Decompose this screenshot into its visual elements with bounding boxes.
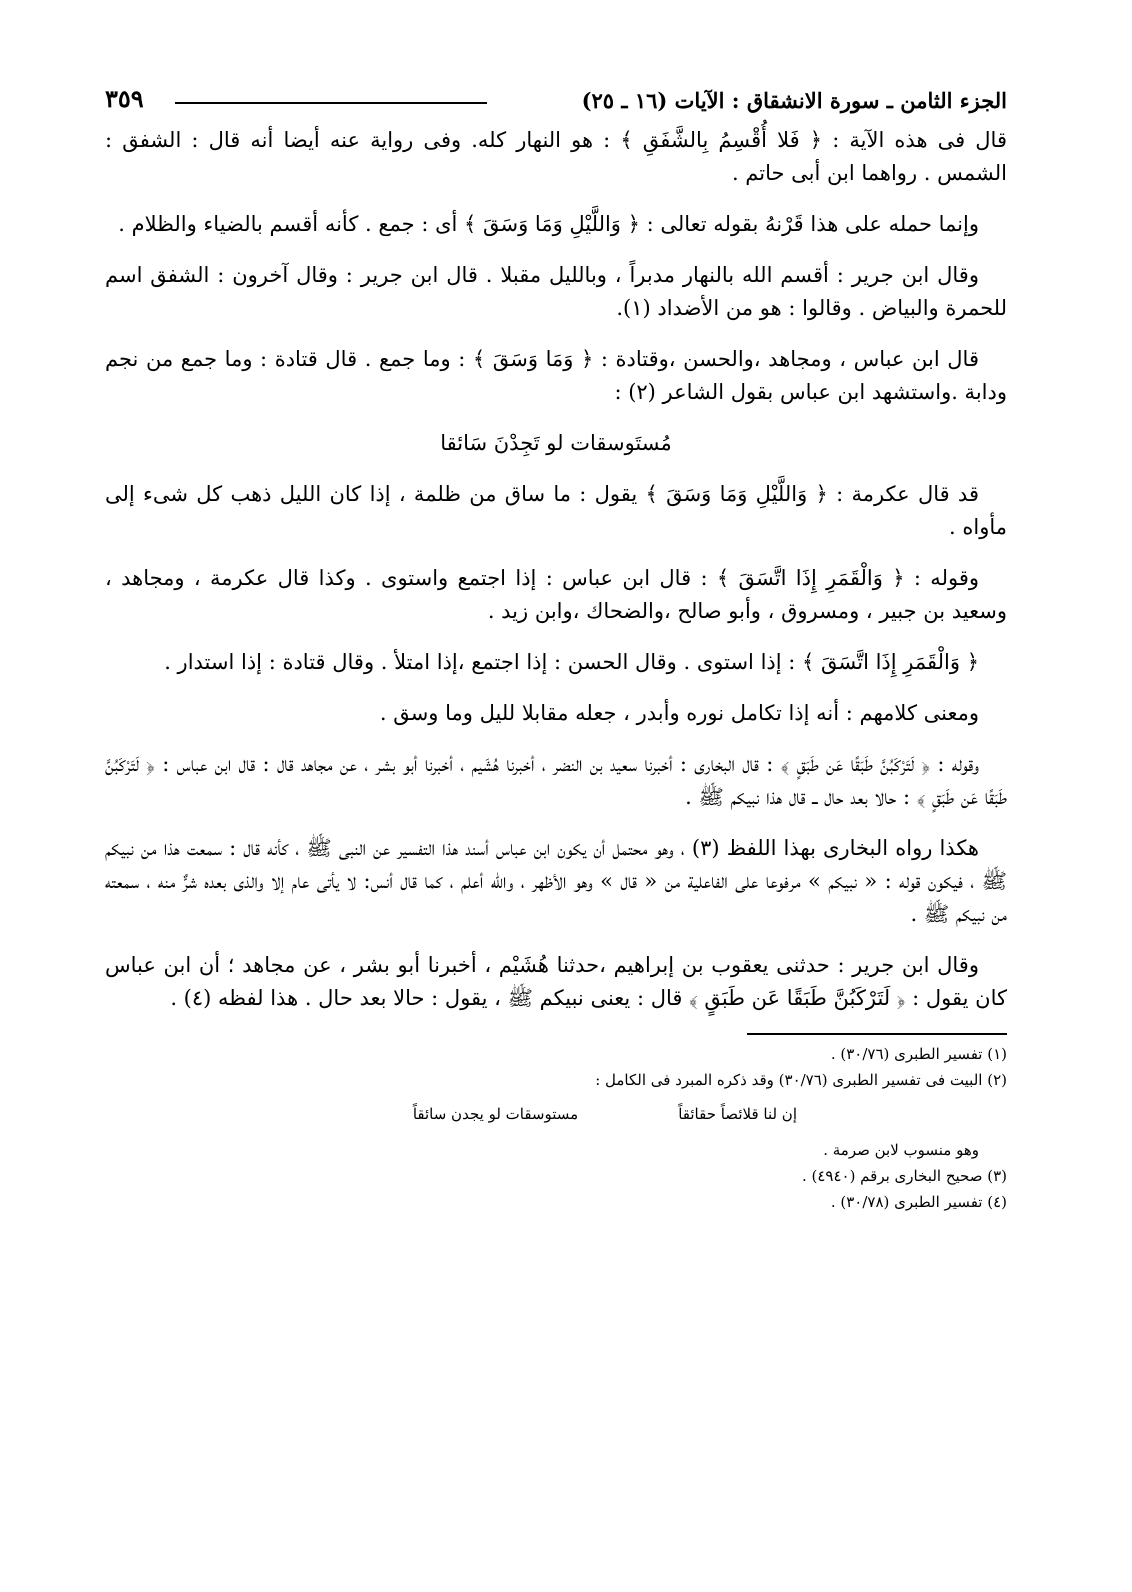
paragraph-1: قال فى هذه الآية : ﴿ فَلا أُقْسِمُ بِالشَّفَقِ ﴾ : هو النهار كله. وفى رواية عنه أيضا أنه قال : الشفق : الشمس . رواهما ابن أبى حاتم .: [105, 128, 1007, 185]
header-rule: [175, 102, 487, 104]
footnotes: [105, 1041, 1007, 1215]
paragraph-7: ﴿ وَالْقَمَرِ إِذَا اتَّسَقَ ﴾ : إذا استوى . وقال الحسن : إذا اجتمع ،إذا امتلأ . وقال قتادة : إذا استدار .: [164, 650, 979, 674]
running-header: [105, 84, 1007, 124]
paragraph-10: هكذا رواه البخارى بهذا اللفظ (٣) ، وهو محتمل أن يكون ابن عباس أسند هذا التفسير عن النبى ﷺ ، كأنه قال : سمعت هذا من نبيكم ﷺ ، فيكون قوله : « نبيكم » مرفوعا على الفاعلية من « قال » وهو الأظهر ، والله أعلم ، كما قال أنس: لا يأتى عام إلا والذى بعده شرٌّ منه ، سمعته من نبيكم ﷺ .: [105, 836, 1007, 926]
paragraph-4: قال ابن عباس ، ومجاهد ،والحسن ،وقتادة : ﴿ وَمَا وَسَقَ ﴾ : وما جمع . قال قتادة : وما جمع من نجم ودابة .واستشهد ابن عباس بقول الشاعر (٢) :: [105, 347, 1007, 404]
paragraph-6: وقوله : ﴿ وَالْقَمَرِ إِذَا اتَّسَقَ ﴾ : قال ابن عباس : إذا اجتمع واستوى . وكذا قال عكرمة ، ومجاهد ، وسعيد بن جبير ، ومسروق ، وأبو صالح ،والضحاك ،وابن زيد .: [105, 566, 1007, 623]
page-number: ٣٥٩: [105, 84, 144, 113]
footnote-rule: [747, 1033, 1007, 1041]
poetry-line: مُستَوسقات لو تَجِدْنَ سَائقا: [440, 431, 672, 455]
paragraph-8: ومعنى كلامهم : أنه إذا تكامل نوره وأبدر ، جعله مقابلا لليل وما وسق .: [379, 701, 979, 725]
paragraph-11: وقال ابن جرير : حدثنى يعقوب بن إبراهيم ،حدثنا هُشَيْم ، أخبرنا أبو بشر ، عن مجاهد ؛ أن ابن عباس كان يقول : ﴿ لَتَرْكَبُنَّ طَبَقًا عَن طَبَقٍ ﴾ قال : يعنى نبيكم ﷺ ، يقول : حالا بعد حال . هذا لفظه (٤) .: [105, 953, 1007, 1010]
footnote-2-verse-first-half: إن لنا قلائصاً حقائقاً: [678, 1105, 797, 1123]
footnote-3: (٣) صحيح البخارى برقم (٤٩٤٠) .: [801, 1167, 1007, 1185]
footnote-2-note: وهو منسوب لابن صرمة .: [823, 1141, 979, 1159]
footnote-2-verse: [105, 1101, 1007, 1127]
footnote-2-verse-second-half: مستوسقات لو يجدن سائقاً: [412, 1105, 579, 1123]
header-title: الجزء الثامن ـ سورة الانشقاق : الآيات (١٦ ـ ٢٥): [581, 88, 1007, 113]
paragraph-5: قد قال عكرمة : ﴿ وَاللَّيْلِ وَمَا وَسَقَ ﴾ يقول : ما ساق من ظلمة ، إذا كان الليل ذهب كل شىء إلى مأواه .: [105, 482, 1007, 539]
paragraph-9: وقوله : ﴿ لَتَرْكَبُنَّ طَبَقًا عَن طَبَقٍ ﴾ : قال البخارى : أخبرنا سعيد بن النضر ، أخبرنا هُشَيم ، أخبرنا أبو بشر ، عن مجاهد قال : قال ابن عباس : ﴿ لَتَرْكَبُنَّ طَبَقًا عَن طَبَقٍ ﴾ : حالا بعد حال ــ قال هذا نبيكم ﷺ .: [105, 752, 1007, 809]
page: [105, 84, 1007, 1215]
paragraph-2: وإنما حمله على هذا قَرْنهُ بقوله تعالى : ﴿ وَاللَّيْلِ وَمَا وَسَقَ ﴾ أى : جمع . كأنه أقسم بالضياء والظلام .: [118, 212, 979, 236]
footnote-2: (٢) البيت فى تفسير الطبرى (٣٠/٧٦) وقد ذكره المبرد فى الكامل :: [595, 1071, 1007, 1089]
paragraph-3: وقال ابن جرير : أقسم الله بالنهار مدبراً ، وبالليل مقبلا . قال ابن جرير : وقال آخرون : الشفق اسم للحمرة والبياض . وقالوا : هو من الأضداد (١).: [105, 263, 1007, 320]
footnote-4: (٤) تفسير الطبرى (٣٠/٧٨) .: [830, 1193, 1007, 1211]
footnote-1: (١) تفسير الطبرى (٣٠/٧٦) .: [830, 1045, 1007, 1063]
